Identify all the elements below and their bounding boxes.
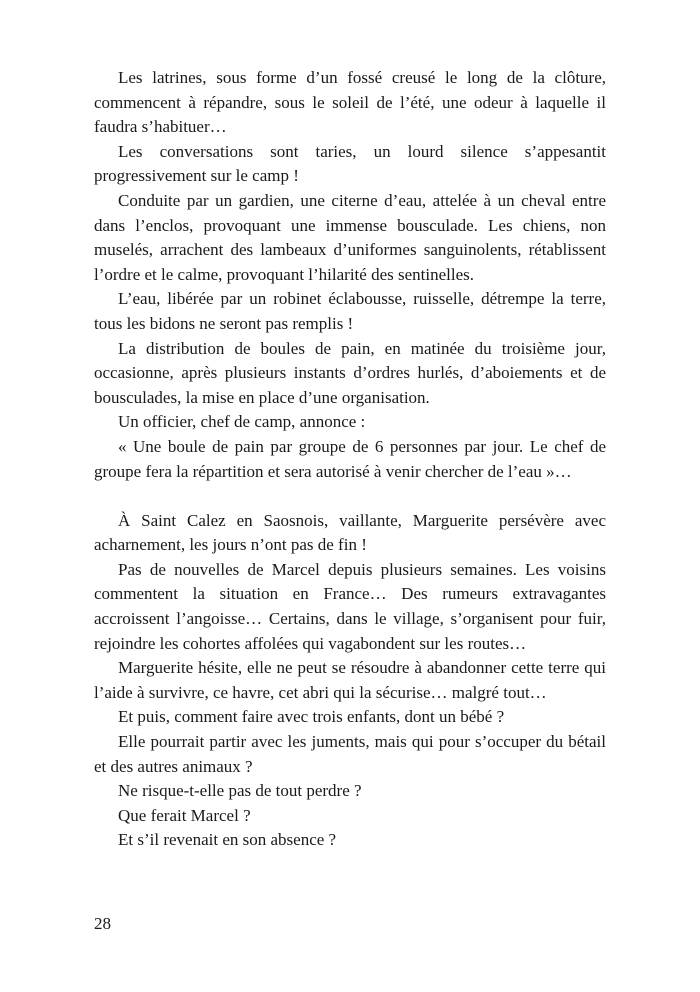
paragraph: La distribution de boules de pain, en matinée du troisième jour, occasionne, après plusieurs instants d’ordres hurlés, d’aboiements et de bousculades, la mise en place d’une organisation. — [94, 338, 606, 407]
paragraph: Ne risque-t-elle pas de tout perdre ? — [118, 781, 362, 801]
paragraph: Conduite par un gardien, une citerne d’eau, attelée à un cheval entre dans l’enclos, provoquant une immense bousculade. Les chiens, non muselés, arrachent des lambeaux d’uniformes sanguinolents, rétablissent l’ordre et le calme, provoquant l’hilarité des sentinelles. — [94, 190, 606, 284]
section-break — [94, 484, 606, 509]
paragraph: Marguerite hésite, elle ne peut se résoudre à abandonner cette terre qui l’aide à survivre, ce havre, cet abri qui la sécurise… malgré tout… — [94, 658, 606, 702]
paragraph: L’eau, libérée par un robinet éclabousse, ruisselle, détrempe la terre, tous les bidons ne seront pas remplis ! — [94, 289, 606, 333]
paragraph: « Une boule de pain par groupe de 6 personnes par jour. Le chef de groupe fera la répartition et sera autorisé à venir chercher de l’eau »… — [94, 436, 606, 481]
paragraph: Un officier, chef de camp, annonce : — [118, 412, 366, 432]
paragraph: Et puis, comment faire avec trois enfants, dont un bébé ? — [118, 707, 505, 727]
paragraph: À Saint Calez en Saosnois, vaillante, Marguerite persévère avec acharnement, les jours n’ont pas de fin ! — [94, 510, 606, 555]
paragraph: Que ferait Marcel ? — [118, 805, 251, 825]
paragraph: Les latrines, sous forme d’un fossé creusé le long de la clôture, commencent à répandre, sous le soleil de l’été, une odeur à laquelle il faudra s’habituer… — [94, 68, 606, 137]
paragraph: Pas de nouvelles de Marcel depuis plusieurs semaines. Les voisins commentent la situation en France… Des rumeurs extravagantes accroissent l’angoisse… Certains, dans le village, s’organisent pour fuir, rejoindre les cohortes affolées qui vagabondent sur les routes… — [94, 559, 606, 653]
paragraph: Les conversations sont taries, un lourd silence s’appesantit progressivement sur le camp ! — [94, 141, 606, 186]
page-body — [94, 66, 606, 853]
paragraph: Et s’il revenait en son absence ? — [118, 830, 337, 850]
page-number: 28 — [94, 914, 111, 933]
paragraph: Elle pourrait partir avec les juments, mais qui pour s’occuper du bétail et des autres animaux ? — [94, 732, 606, 776]
